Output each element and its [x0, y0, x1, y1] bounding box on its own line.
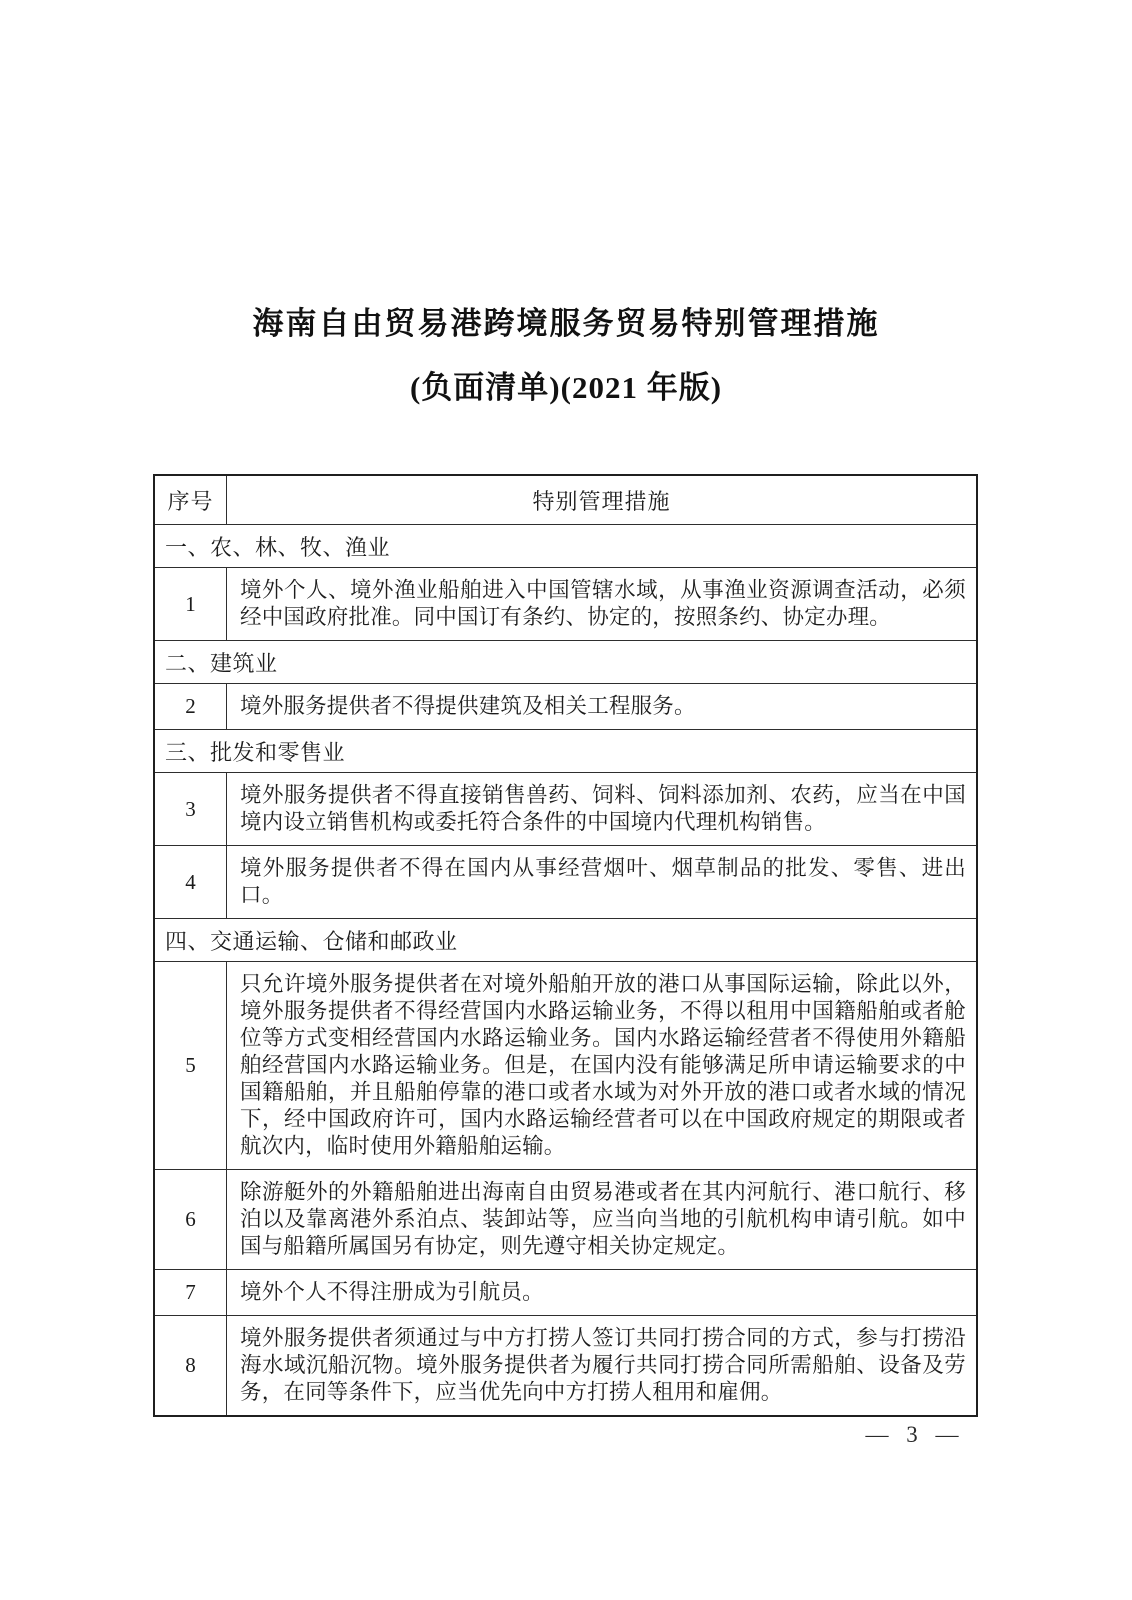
page-number: — 3 —	[865, 1422, 965, 1447]
measure-number: 3	[154, 773, 227, 846]
measure-text: 境外服务提供者须通过与中方打捞人签订共同打捞合同的方式，参与打捞沿海水域沉船沉物。境外服务提供者为履行共同打捞合同所需船舶、设备及劳务，在同等条件下，应当优先向中方打捞人租用和雇佣。	[227, 1316, 978, 1417]
measure-number: 7	[154, 1270, 227, 1316]
measure-text: 境外服务提供者不得提供建筑及相关工程服务。	[227, 684, 978, 730]
measure-row	[154, 1316, 977, 1417]
section-row	[154, 525, 977, 568]
header-measure: 特别管理措施	[227, 475, 978, 525]
measure-number: 1	[154, 568, 227, 641]
measure-number: 2	[154, 684, 227, 730]
measure-text: 境外个人不得注册成为引航员。	[227, 1270, 978, 1316]
measure-row	[154, 568, 977, 641]
measures-table-body	[154, 525, 977, 1417]
section-row	[154, 919, 977, 962]
measure-number: 6	[154, 1170, 227, 1270]
section-row	[154, 730, 977, 773]
measure-text: 境外个人、境外渔业船舶进入中国管辖水域，从事渔业资源调查活动，必须经中国政府批准。同中国订有条约、协定的，按照条约、协定办理。	[227, 568, 978, 641]
measure-text: 只允许境外服务提供者在对境外船舶开放的港口从事国际运输，除此以外，境外服务提供者不得经营国内水路运输业务，不得以租用中国籍船舶或者舱位等方式变相经营国内水路运输业务。国内水路运输经营者不得使用外籍船舶经营国内水路运输业务。但是，在国内没有能够满足所申请运输要求的中国籍船舶，并且船舶停靠的港口或者水域为对外开放的港口或者水域的情况下，经中国政府许可，国内水路运输经营者可以在中国政府规定的期限或者航次内，临时使用外籍船舶运输。	[227, 962, 978, 1170]
measure-text: 境外服务提供者不得直接销售兽药、饲料、饲料添加剂、农药，应当在中国境内设立销售机构或委托符合条件的中国境内代理机构销售。	[227, 773, 978, 846]
measure-text: 境外服务提供者不得在国内从事经营烟叶、烟草制品的批发、零售、进出口。	[227, 846, 978, 919]
measure-row	[154, 773, 977, 846]
section-label: 三、批发和零售业	[154, 730, 977, 773]
measure-row	[154, 684, 977, 730]
measure-number: 5	[154, 962, 227, 1170]
measure-row	[154, 1270, 977, 1316]
section-label: 一、农、林、牧、渔业	[154, 525, 977, 568]
header-serial-number: 序号	[154, 475, 227, 525]
measure-row	[154, 962, 977, 1170]
measure-text: 除游艇外的外籍船舶进出海南自由贸易港或者在其内河航行、港口航行、移泊以及靠离港外系泊点、装卸站等，应当向当地的引航机构申请引航。如中国与船籍所属国另有协定，则先遵守相关协定规定。	[227, 1170, 978, 1270]
measure-number: 8	[154, 1316, 227, 1417]
table-header-row	[154, 475, 977, 525]
measure-row	[154, 846, 977, 919]
section-label: 二、建筑业	[154, 641, 977, 684]
measures-table	[153, 474, 978, 1417]
document-title-line1: 海南自由贸易港跨境服务贸易特别管理措施	[252, 306, 880, 341]
measure-row	[154, 1170, 977, 1270]
measure-number: 4	[154, 846, 227, 919]
section-label: 四、交通运输、仓储和邮政业	[154, 919, 977, 962]
section-row	[154, 641, 977, 684]
document-title-line2: (负面清单)(2021 年版)	[409, 370, 723, 405]
